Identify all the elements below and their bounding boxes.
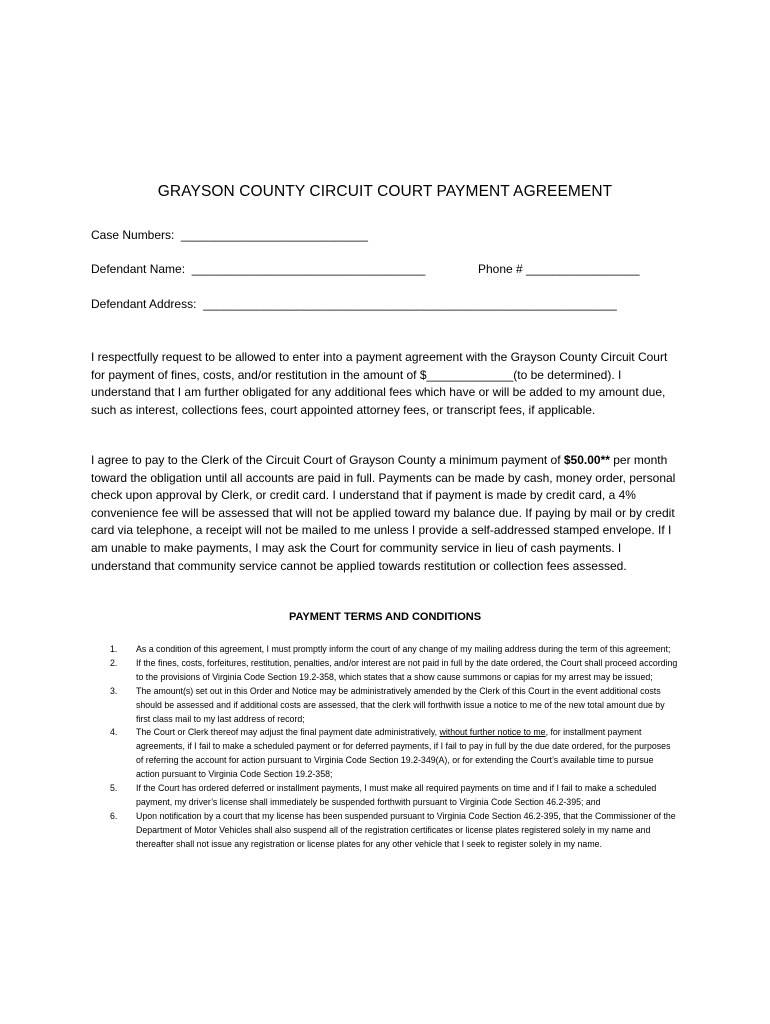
term-item <box>110 657 678 685</box>
term-text: The amount(s) set out in this Order and Notice may be administratively amended by the Clerk of this Court in the event additional costs should be assessed and if additional costs are assessed, that the clerk will forthwith issue a notice to me of the new total amount due by first class mail to my last address of record; <box>136 685 665 724</box>
case-numbers-field[interactable]: Case Numbers: ____________________________ <box>91 228 368 242</box>
term-item <box>110 810 678 852</box>
term-text-underlined: without further notice to me <box>439 727 546 738</box>
term-text-before: The Court or Clerk thereof may adjust the final payment date administratively, <box>136 727 440 738</box>
term-text-after: , for installment payment agreements, if I fail to make a scheduled payment or for deferred payments, if I fail to pay in full by the due date ordered, for the purposes of referring the account for action pursuant to Virginia Code Section 19.2-349(A), or for extending the Court’s available time to pursue action pursuant to Virginia Code Section 19.2-358; <box>136 727 671 780</box>
term-number: 5. <box>110 783 118 794</box>
term-number: 4. <box>110 727 118 738</box>
term-number: 2. <box>110 657 118 668</box>
term-item <box>110 782 678 810</box>
term-number: 6. <box>110 810 118 821</box>
phone-field[interactable]: Phone # _________________ <box>478 262 640 276</box>
terms-heading: PAYMENT TERMS AND CONDITIONS <box>288 611 482 623</box>
term-item <box>110 685 678 727</box>
term-text: Upon notification by a court that my license has been suspended pursuant to Virginia Code Section 46.2-395, that the Commissioner of the Department of Motor Vehicles shall also suspend all of the registration certificates or license plates registered solely in my name and thereafter shall not issue any registration or license plates for any other vehicle that I seek to register solely in my name. <box>136 810 676 849</box>
defendant-name-field[interactable]: Defendant Name: ___________________________________ <box>91 262 426 276</box>
term-text: If the fines, costs, forfeitures, restitution, penalties, and/or interest are not paid in full by the date ordered, the Court shall proceed according to the provisions of Virginia Code Section 19.2-358, which states that a show cause summons or capias for my arrest may be issued; <box>136 657 678 682</box>
minimum-payment-amount: $50.00** <box>563 453 610 467</box>
term-number: 3. <box>110 685 118 696</box>
agreement-paragraph <box>91 452 681 575</box>
page-title: GRAYSON COUNTY CIRCUIT COURT PAYMENT AGREEMENT <box>157 183 613 200</box>
agreement-text-before: I agree to pay to the Clerk of the Circuit Court of Grayson County a minimum payment of <box>91 453 564 467</box>
term-text: As a condition of this agreement, I must promptly inform the court of any change of my mailing address during the term of this agreement; <box>136 644 671 654</box>
terms-list <box>110 643 678 852</box>
defendant-address-field[interactable]: Defendant Address: ______________________________________________________________ <box>91 297 617 311</box>
request-paragraph: I respectfully request to be allowed to enter into a payment agreement with the Grayson County Circuit Court for payment of fines, costs, and/or restitution in the amount of $_____________(to be determined). I understand that I am further obligated for any additional fees which have or will be added to my amount due, such as interest, collections fees, court appointed attorney fees, or transcript fees, if applicable. <box>91 350 668 417</box>
term-item <box>110 726 678 782</box>
term-number: 1. <box>110 644 118 654</box>
term-item <box>110 643 678 657</box>
term-text: If the Court has ordered deferred or installment payments, I must make all required payments on time and if I fail to make a scheduled payment, my driver’s license shall immediately be suspended forthwith pursuant to Virginia Code Section 46.2-395; and <box>136 783 657 807</box>
agreement-text-after: per month toward the obligation until all accounts are paid in full. Payments can be made by cash, money order, personal check upon approval by Clerk, or credit card. I understand that if payment is made by credit card, a 4% convenience fee will be assessed that will not be applied toward my balance due. If paying by mail or by credit card via telephone, a receipt will not be mailed to me unless I provide a self-addressed stamped envelope. If I am unable to make payments, I may ask the Court for community service in lieu of cash payments. I understand that community service cannot be applied towards restitution or collection fees assessed. <box>91 453 676 573</box>
